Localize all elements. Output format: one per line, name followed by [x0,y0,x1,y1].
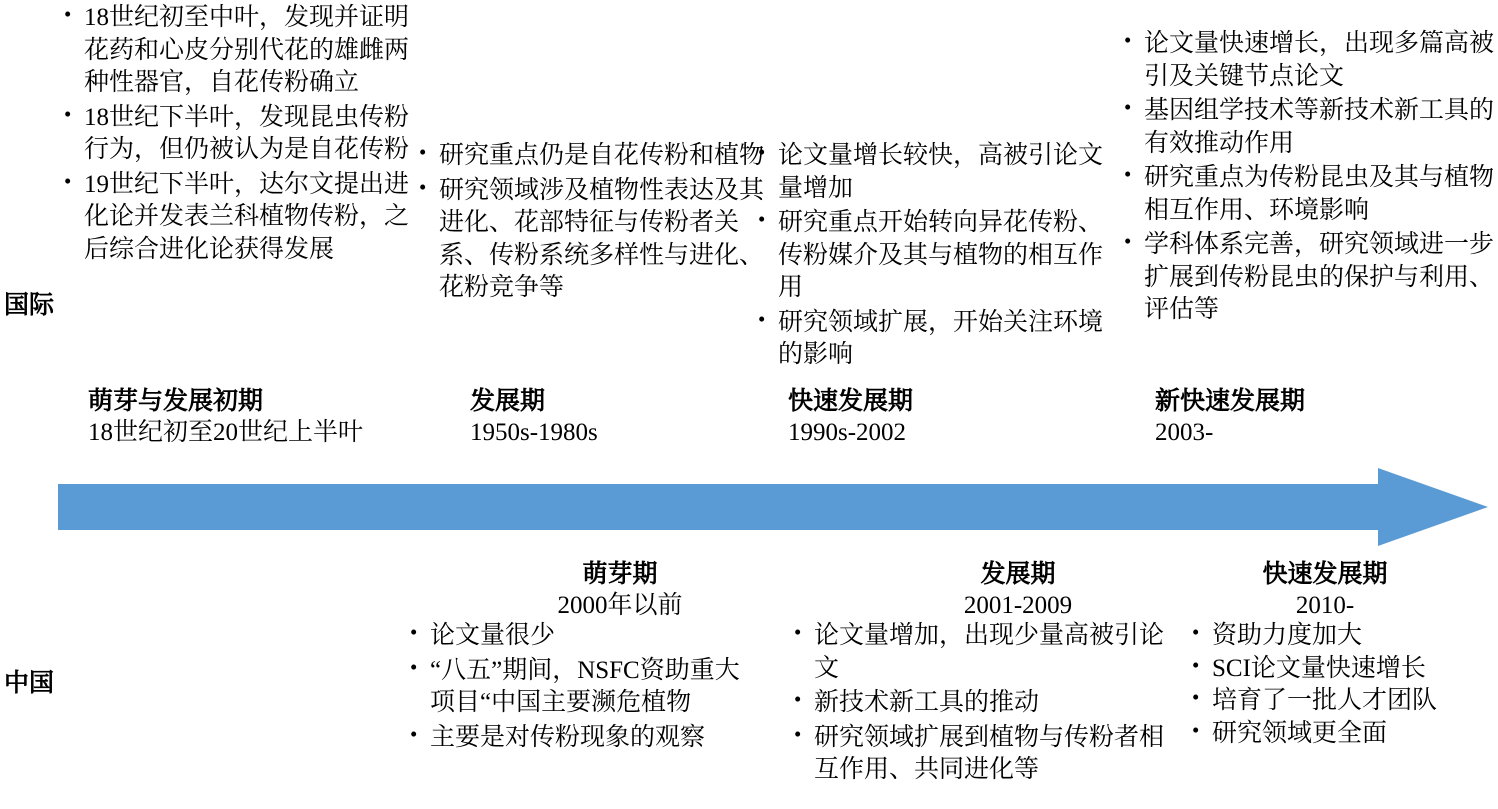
list-item: • 研究领域涉及植物性表达及其进化、花部特征与传粉者关系、传粉系统多样性与进化、花粉竞争等 [413,175,768,305]
list-item: • 18世纪下半叶，发现昆虫传粉行为，但仍被认为是自花传粉 [58,102,418,167]
china-column-2 [788,620,1188,789]
phase-name: 发展期 [470,387,546,415]
international-column-3 [752,140,1122,374]
list-item: • 新技术新工具的推动 [788,687,1188,720]
list-item: • 18世纪初至中叶，发现并证明花药和心皮分别代花的雄雌两种性器官，自花传粉确立 [58,2,418,100]
phase-name: 萌芽与发展初期 [88,387,264,415]
phase-name: 快速发展期 [1262,560,1388,588]
list-item: • 基因组学技术等新技术新工具的有效推动作用 [1118,95,1496,160]
phase-name: 萌芽期 [582,560,658,588]
bullet-list [1186,620,1496,750]
list-item: • 主要是对传粉现象的观察 [404,722,764,755]
international-column-4 [1118,28,1496,329]
bullet-list [1118,28,1496,327]
phase-range: 2001-2009 [963,592,1073,619]
phase-range: 18世纪初至20世纪上半叶 [88,419,364,446]
list-item: • 研究重点为传粉昆虫及其与植物相互作用、环境影响 [1118,162,1496,227]
china-column-1 [404,620,764,756]
list-item: • SCI论文量快速增长 [1186,653,1496,686]
phase-range: 1990s-2002 [788,419,907,446]
list-item: • 研究重点仍是自花传粉和植物 [413,140,768,173]
phase-name: 新快速发展期 [1155,387,1306,415]
china-phase-3 [1180,558,1470,622]
phase-range: 1950s-1980s [470,419,598,446]
phase-range: 2003- [1155,419,1214,446]
list-item: • 论文量快速增长，出现多篇高被引及关键节点论文 [1118,28,1496,93]
china-phase-1 [440,558,800,622]
china-phase-2 [838,558,1198,622]
list-item: • 研究重点开始转向异花传粉、传粉媒介及其与植物的相互作用 [752,207,1122,305]
list-item: • “八五”期间，NSFC资助重大项目“中国主要濒危植物 [404,655,764,720]
bullet-list [413,140,768,305]
list-item: • 学科体系完善，研究领域进一步扩展到传粉昆虫的保护与利用、评估等 [1118,229,1496,327]
phase-name: 快速发展期 [788,387,914,415]
list-item: • 研究领域更全面 [1186,718,1496,751]
timeline-arrow [58,468,1488,546]
arrow-icon [58,468,1488,546]
bullet-list [752,140,1122,372]
bullet-list [788,620,1188,787]
list-item: • 研究领域扩展，开始关注环境的影响 [752,307,1122,372]
china-column-3 [1186,620,1496,750]
row-label-china: 中国 [4,669,55,697]
international-column-1 [58,2,418,268]
bullet-list [58,2,418,266]
international-phase-4 [1155,385,1485,449]
bullet-list [404,620,764,754]
list-item: • 培育了一批人才团队 [1186,685,1496,718]
row-label-international: 国际 [4,291,55,319]
list-item: • 19世纪下半叶，达尔文提出进化论并发表兰科植物传粉，之后综合进化论获得发展 [58,169,418,267]
list-item: • 论文量很少 [404,620,764,653]
international-phase-1 [88,385,428,449]
international-column-2 [413,140,768,307]
list-item: • 论文量增加，出现少量高被引论文 [788,620,1188,685]
list-item: • 论文量增长较快，高被引论文量增加 [752,140,1122,205]
international-phase-2 [470,385,770,449]
phase-range: 2000年以前 [557,592,683,619]
phase-range: 2010- [1295,592,1355,619]
list-item: • 研究领域扩展到植物与传粉者相互作用、共同进化等 [788,722,1188,787]
international-phase-3 [788,385,1108,449]
list-item: • 资助力度加大 [1186,620,1496,653]
phase-name: 发展期 [980,560,1056,588]
